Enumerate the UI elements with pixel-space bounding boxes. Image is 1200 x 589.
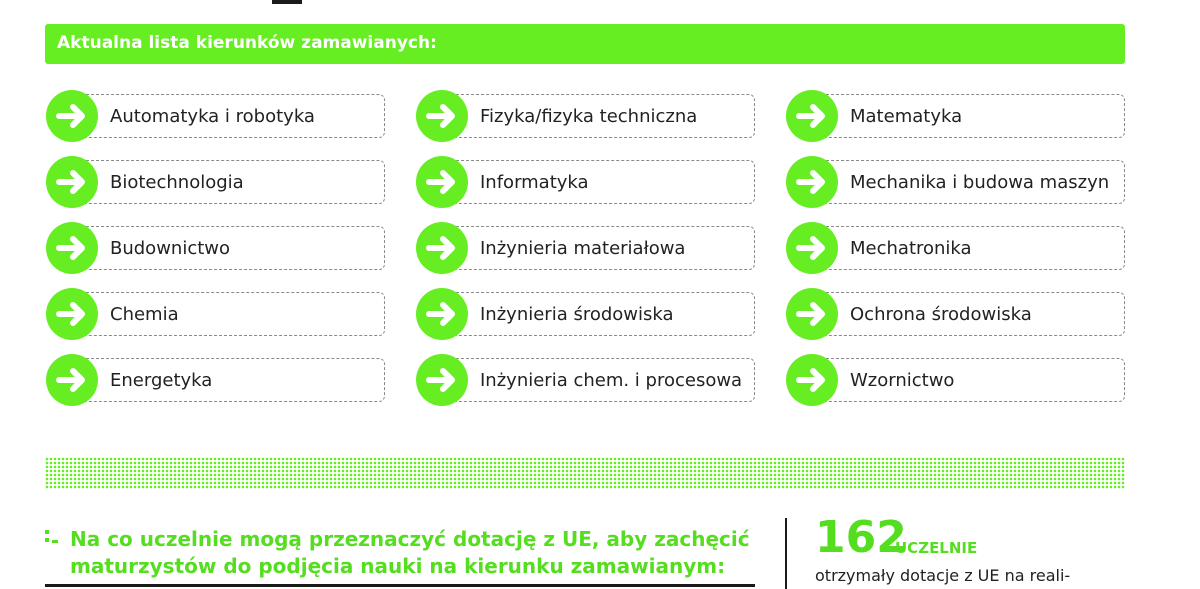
top-decoration-bar	[272, 0, 302, 4]
list-item-label: Informatyka	[480, 172, 589, 193]
list-item	[415, 356, 755, 404]
list-item-label: Inżynieria chem. i procesowa	[480, 370, 743, 391]
arrow-right-circle-icon	[415, 353, 469, 407]
list-item	[45, 290, 385, 338]
list-item	[415, 92, 755, 140]
arrow-right-circle-icon	[785, 221, 839, 275]
list-item	[785, 92, 1125, 140]
list-item	[785, 224, 1125, 272]
list-item-label: Matematyka	[850, 106, 963, 127]
list-item-label: Energetyka	[110, 370, 213, 391]
list-item	[415, 224, 755, 272]
list-item-label: Fizyka/fizyka techniczna	[480, 106, 698, 127]
arrow-right-circle-icon	[415, 89, 469, 143]
list-item	[415, 290, 755, 338]
list-item-label: Inżynieria środowiska	[480, 304, 674, 325]
list-item	[785, 158, 1125, 206]
question-heading: Na co uczelnie mogą przeznaczyć dotację z UE, aby zachęcić maturzystów do podjęcia nauki na kierunku zamawianym:	[70, 527, 750, 578]
question-underline	[45, 584, 755, 587]
vertical-divider	[785, 518, 787, 589]
arrow-right-circle-icon	[785, 155, 839, 209]
arrow-right-circle-icon	[785, 287, 839, 341]
list-item	[45, 356, 385, 404]
bullet-dots-icon	[45, 528, 59, 550]
arrow-right-circle-icon	[785, 353, 839, 407]
list-item-label: Ochrona środowiska	[850, 304, 1032, 325]
list-header-title: Aktualna lista kierunków zamawianych:	[57, 33, 437, 53]
arrow-right-circle-icon	[415, 287, 469, 341]
arrow-right-circle-icon	[45, 287, 99, 341]
list-item-label: Automatyka i robotyka	[110, 106, 315, 127]
list-item	[45, 224, 385, 272]
list-item	[45, 92, 385, 140]
stat-description: otrzymały dotacje z UE na reali-	[815, 566, 1071, 585]
list-item-label: Biotechnologia	[110, 172, 244, 193]
list-item-label: Chemia	[110, 304, 179, 325]
arrow-right-circle-icon	[415, 221, 469, 275]
list-item	[415, 158, 755, 206]
dotted-divider-band	[45, 457, 1125, 489]
list-item	[45, 158, 385, 206]
list-item	[785, 290, 1125, 338]
list-item-label: Wzornictwo	[850, 370, 955, 391]
list-item-label: Budownictwo	[110, 238, 231, 259]
list-item	[785, 356, 1125, 404]
stat-label: UCZELNIE	[895, 539, 978, 557]
arrow-right-circle-icon	[785, 89, 839, 143]
arrow-right-circle-icon	[45, 353, 99, 407]
list-item-label: Mechanika i budowa maszyn	[850, 172, 1110, 193]
stat-number: 162	[815, 512, 907, 563]
list-item-label: Inżynieria materiałowa	[480, 238, 686, 259]
arrow-right-circle-icon	[45, 89, 99, 143]
list-item-label: Mechatronika	[850, 238, 972, 259]
arrow-right-circle-icon	[415, 155, 469, 209]
arrow-right-circle-icon	[45, 221, 99, 275]
list-header	[45, 24, 1125, 64]
arrow-right-circle-icon	[45, 155, 99, 209]
